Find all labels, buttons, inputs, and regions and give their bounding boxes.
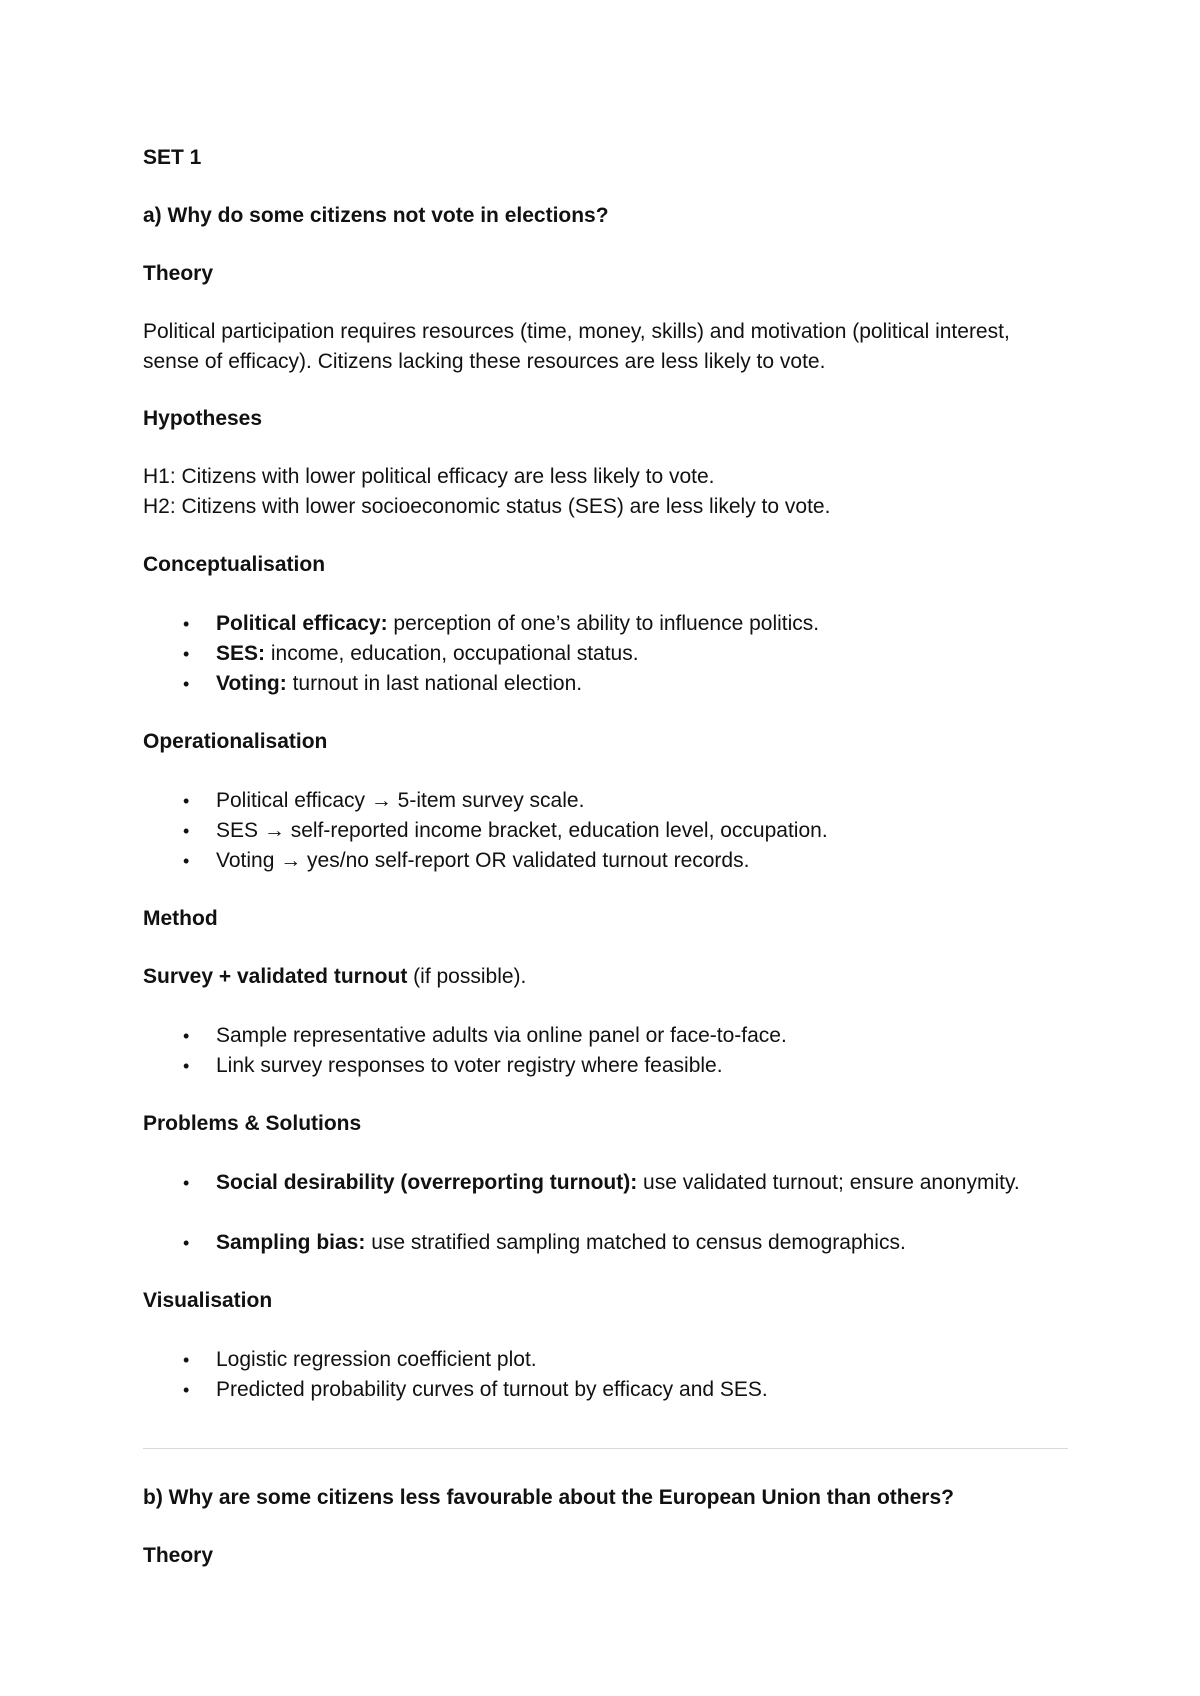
bullet-icon: • [183,614,190,634]
theory-heading-b: Theory [143,1544,214,1567]
solution: use stratified sampling matched to census demographics. [365,1231,906,1254]
visualisation-heading: Visualisation [143,1289,273,1312]
definition: perception of one’s ability to influence politics. [387,612,820,635]
horizontal-divider [143,1448,1068,1449]
bullet-icon: • [183,821,190,841]
bullet-icon: • [183,1233,190,1253]
method-lead-rest: (if possible). [407,965,527,988]
hypotheses-heading: Hypotheses [143,407,263,430]
method-heading: Method [143,907,218,930]
bullet-icon: • [183,851,190,871]
question-a: a) Why do some citizens not vote in elections? [143,204,609,227]
theory-heading-a: Theory [143,262,214,285]
bullet-icon: • [183,791,190,811]
theory-text-a: Political participation requires resources (time, money, skills) and motivation (political interest, sense of efficacy). Citizens lacking these resources are less likely to vote. [143,320,1010,373]
hypothesis-h2: H2: Citizens with lower socioeconomic status (SES) are less likely to vote. [143,495,831,518]
method-lead [143,962,526,992]
method-lead-bold: Survey + validated turnout [143,965,408,988]
bullet-icon: • [183,1350,190,1370]
question-b: b) Why are some citizens less favourable about the European Union than others? [143,1486,954,1509]
definition: income, education, occupational status. [265,642,639,665]
definition: turnout in last national election. [286,672,583,695]
bullet-icon: • [183,1056,190,1076]
bullet-icon: • [183,644,190,664]
term: Political efficacy: [216,612,388,635]
conceptualisation-heading: Conceptualisation [143,553,326,576]
hypothesis-h1: H1: Citizens with lower political efficacy are less likely to vote. [143,465,715,488]
term: SES: [216,642,266,665]
term: Sampling bias: [216,1231,366,1254]
problems-heading: Problems & Solutions [143,1112,362,1135]
set-title: SET 1 [143,146,202,169]
term: Social desirability (overreporting turnout): [216,1171,638,1194]
bullet-icon: • [183,1173,190,1193]
solution: use validated turnout; ensure anonymity. [637,1171,1020,1194]
bullet-icon: • [183,1380,190,1400]
operationalisation-heading: Operationalisation [143,730,328,753]
bullet-icon: • [183,674,190,694]
bullet-icon: • [183,1026,190,1046]
term: Voting: [216,672,287,695]
